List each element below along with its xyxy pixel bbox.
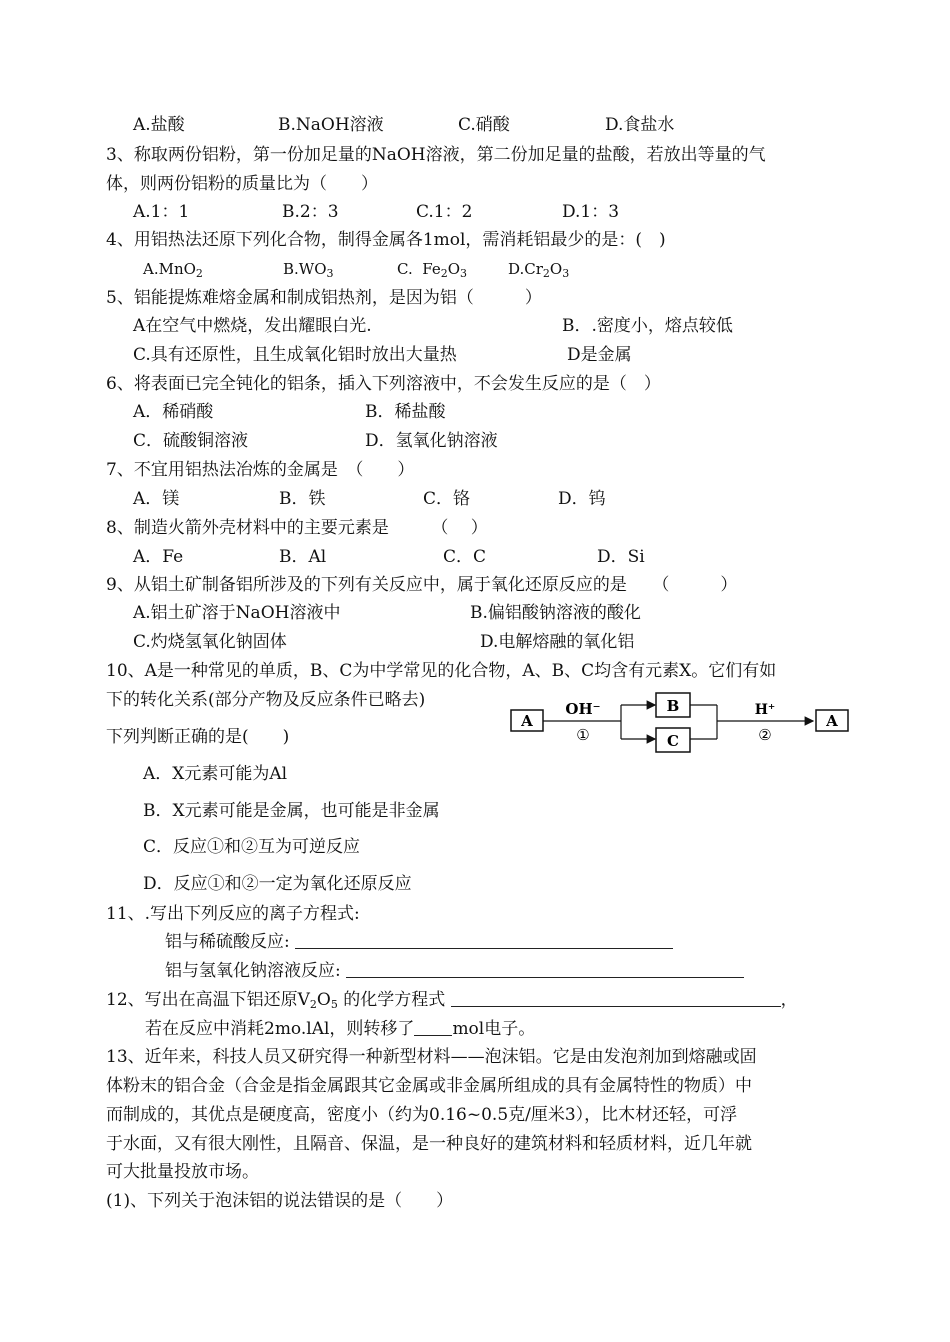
q11-answer-blank-2[interactable] — [346, 963, 744, 978]
q12-line2: 若在反应中消耗2mo.lAl，则转移了 mol电子。 — [145, 1019, 536, 1039]
q12-equation-blank[interactable] — [451, 992, 781, 1007]
q5-option-a: A在空气中燃烧，发出耀眼白光. — [133, 316, 372, 336]
q13-line4: 于水面，又有很大刚性，且隔音、保温，是一种良好的建筑材料和轻质材料，近几年就 — [106, 1134, 752, 1154]
diagram-label-c: C — [667, 732, 679, 750]
q5-option-b: B．.密度小，熔点较低 — [562, 316, 733, 336]
q6-option-d: D．氢氧化钠溶液 — [365, 431, 498, 451]
q8-option-d: D．Si — [597, 547, 645, 567]
q3-option-c: C.1：2 — [416, 202, 473, 222]
diagram-label-oh: OH⁻ — [565, 700, 601, 718]
q13-line5: 可大批量投放市场。 — [106, 1162, 259, 1182]
q4-option-a: A.MnO$_2$ — [143, 260, 203, 280]
q12-electron-blank[interactable] — [414, 1021, 452, 1036]
diagram-label-a: A — [521, 712, 533, 730]
q3-stem-line2: 体，则两份铝粉的质量比为（ ） — [106, 174, 378, 194]
q4-option-d: $D.Cr_2O_3$ — [508, 260, 570, 280]
q7-option-b: B．铁 — [279, 489, 326, 509]
q13-sub1: (1)、下列关于泡沫铝的说法错误的是（ ） — [106, 1191, 454, 1211]
q11-stem: 11、.写出下列反应的离子方程式: — [106, 904, 360, 924]
q3-option-b: B.2：3 — [282, 202, 339, 222]
diagram-label-b: B — [666, 697, 680, 715]
q10-option-d: D．反应①和②一定为氧化还原反应 — [143, 874, 412, 894]
q4-option-b: $B.WO_3$ — [283, 260, 334, 280]
q7-option-c: C．铬 — [423, 489, 471, 509]
q7-option-a: A．镁 — [133, 489, 180, 509]
q12-stem: 12、写出在高温下铝还原$V_2O_5$ 的化学方程式 ， — [106, 990, 798, 1011]
q5-stem: 5、铝能提炼难熔金属和制成铝热剂，是因为铝（ ） — [106, 288, 542, 308]
q6-option-b: B．稀盐酸 — [365, 402, 446, 422]
q10-stem-line2: 下的转化关系(部分产物及反应条件已略去) — [106, 690, 426, 710]
q8-stem: 8、制造火箭外壳材料中的主要元素是 （ ） — [106, 518, 488, 538]
q13-line3: 而制成的，其优点是硬度高，密度小（约为0.16~0.5克/厘米3），比木材还轻，可浮 — [106, 1105, 738, 1125]
q10-option-b: B．X元素可能是金属，也可能是非金属 — [143, 801, 440, 821]
q2-option-c: C.硝酸 — [458, 115, 510, 135]
q2-option-d: D.食盐水 — [605, 115, 675, 135]
q13-line1: 13、近年来，科技人员又研究得一种新型材料——泡沫铝。它是由发泡剂加到熔融或固 — [106, 1047, 757, 1067]
q10-stem-line3: 下列判断正确的是( ) — [106, 727, 290, 747]
diagram-label-r2: ② — [758, 726, 772, 744]
q13-line2: 体粉末的铝合金（合金是指金属跟其它金属或非金属所组成的具有金属特性的物质）中 — [106, 1076, 752, 1096]
diagram-label-a2: A — [826, 712, 838, 730]
q5-option-c: C.具有还原性，且生成氧化铝时放出大量热 — [133, 345, 457, 365]
q4-option-c: C. $Fe_2O_3$ — [397, 260, 468, 280]
q8-option-b: B．Al — [279, 547, 327, 567]
q11-answer-blank-1[interactable] — [295, 934, 673, 949]
q2-option-b: B.NaOH溶液 — [278, 115, 384, 135]
q9-option-a: A.铝土矿溶于NaOH溶液中 — [133, 603, 341, 623]
diagram-label-r1: ① — [576, 726, 590, 744]
q9-option-b: B.偏铝酸钠溶液的酸化 — [470, 603, 641, 623]
q10-stem-line1: 10、A是一种常见的单质，B、C为中学常见的化合物，A、B、C均含有元素X。它们有如 — [106, 661, 777, 681]
q11-item2: 铝与氢氧化钠溶液反应: — [165, 960, 744, 982]
q5-option-d: D是金属 — [567, 345, 632, 365]
q10-conversion-diagram — [505, 685, 855, 755]
q7-option-d: D．钨 — [558, 489, 606, 509]
q9-option-d: D.电解熔融的氧化铝 — [480, 632, 635, 652]
q10-option-a: A．X元素可能为Al — [143, 764, 288, 784]
q4-stem: 4、用铝热法还原下列化合物，制得金属各1mol，需消耗铝最少的是：( ) — [106, 230, 666, 250]
q8-option-a: A．Fe — [133, 547, 184, 567]
q3-option-a: A.1：1 — [133, 202, 190, 222]
q7-stem: 7、不宜用铝热法冶炼的金属是 （ ） — [106, 460, 415, 480]
q2-option-a: A.盐酸 — [133, 115, 185, 135]
q9-stem: 9、从铝土矿制备铝所涉及的下列有关反应中，属于氧化还原反应的是 （ ） — [106, 575, 738, 595]
q11-item1: 铝与稀硫酸反应: — [165, 931, 673, 953]
q6-option-c: C．硫酸铜溶液 — [133, 431, 249, 451]
q10-option-c: C．反应①和②互为可逆反应 — [143, 837, 361, 857]
q9-option-c: C.灼烧氢氧化钠固体 — [133, 632, 287, 652]
q3-stem-line1: 3、称取两份铝粉，第一份加足量的NaOH溶液，第二份加足量的盐酸，若放出等量的气 — [106, 145, 766, 165]
diagram-label-h: H⁺ — [754, 702, 776, 718]
q6-option-a: A．稀硝酸 — [133, 402, 214, 422]
q3-option-d: D.1：3 — [562, 202, 620, 222]
q8-option-c: C．C — [443, 547, 487, 567]
q6-stem: 6、将表面已完全钝化的铝条，插入下列溶液中，不会发生反应的是（ ） — [106, 374, 661, 394]
